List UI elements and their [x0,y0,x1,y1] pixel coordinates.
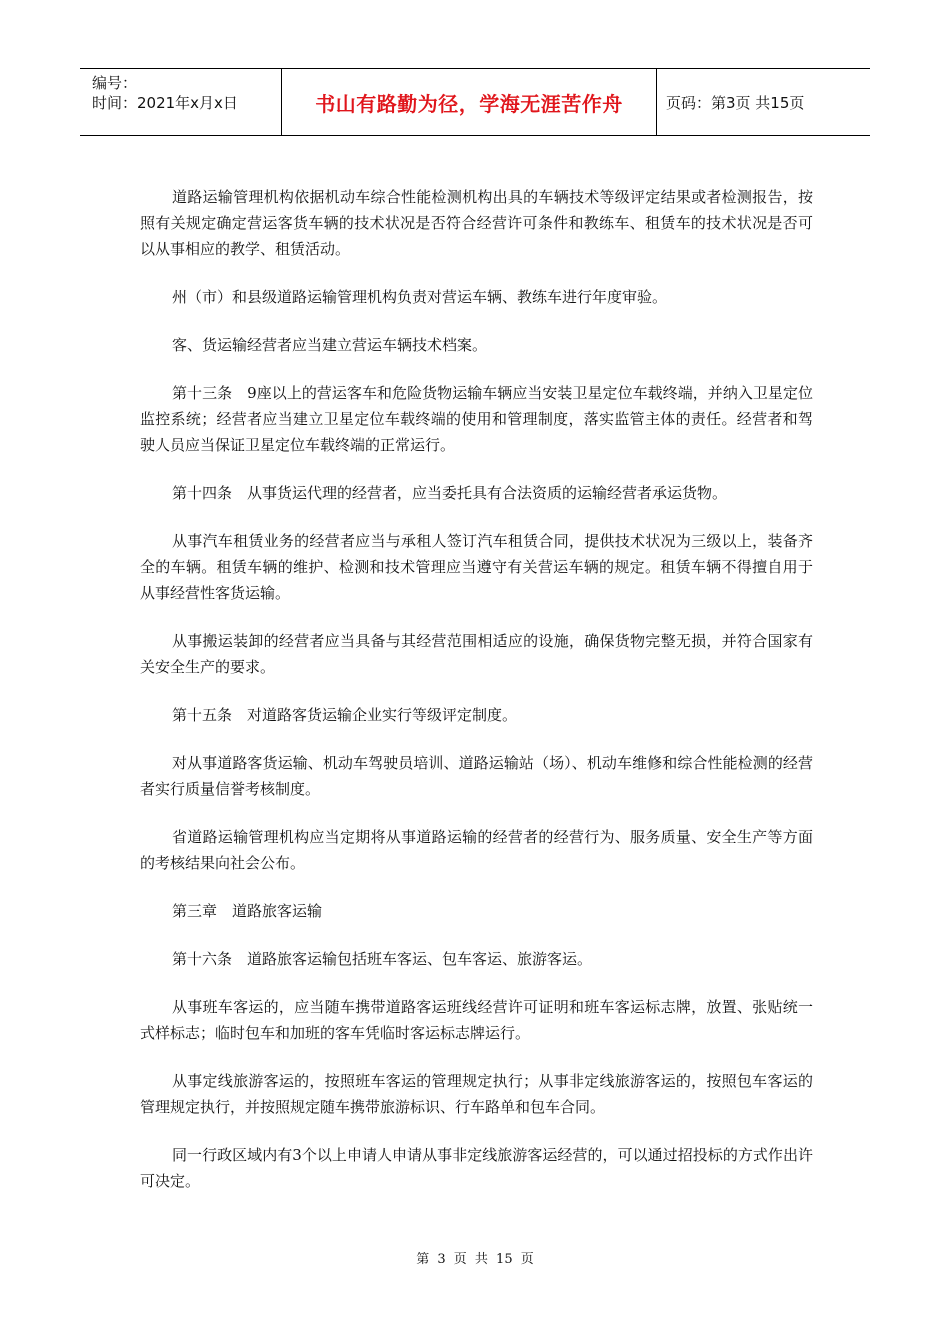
page-footer: 第 3 页 共 15 页 [416,1252,534,1267]
header-meta [80,69,282,135]
paragraph: 从事汽车租赁业务的经营者应当与承租人签订汽车租赁合同，提供技术状况为三级以上，装备齐全的车辆。租赁车辆的维护、检测和技术管理应当遵守有关营运车辆的规定。租赁车辆不得擅自用于从事经营性客货运输。 [140,532,813,602]
header-motto: 书山有路勤为径，学海无涯苦作舟 [282,69,657,135]
paragraph: 省道路运输管理机构应当定期将从事道路运输的经营者的经营行为、服务质量、安全生产等方面的考核结果向社会公布。 [140,828,813,872]
chapter-heading: 第三章 道路旅客运输 [172,902,323,920]
paragraph: 从事定线旅游客运的，按照班车客运的管理规定执行；从事非定线旅游客运的，按照包车客运的管理规定执行，并按照规定随车携带旅游标识、行车路单和包车合同。 [140,1072,813,1116]
serial-number-label: 编号： [92,74,138,92]
paragraph: 从事班车客运的，应当随车携带道路客运班线经营许可证明和班车客运标志牌，放置、张贴统一式样标志；临时包车和加班的客车凭临时客运标志牌运行。 [140,998,813,1042]
paragraph: 同一行政区域内有3个以上申请人申请从事非定线旅游客运经营的，可以通过招投标的方式作出许可决定。 [140,1146,813,1190]
page-header [80,68,870,136]
article-14: 第十四条 从事货运代理的经营者，应当委托具有合法资质的运输经营者承运货物。 [172,484,728,502]
paragraph: 客、货运输经营者应当建立营运车辆技术档案。 [172,336,488,354]
document-body [140,184,813,1216]
article-15: 第十五条 对道路客货运输企业实行等级评定制度。 [172,706,518,724]
paragraph: 州（市）和县级道路运输管理机构负责对营运车辆、教练车进行年度审验。 [172,288,668,306]
paragraph: 道路运输管理机构依据机动车综合性能检测机构出具的车辆技术等级评定结果或者检测报告，按照有关规定确定营运客货车辆的技术状况是否符合经营许可条件和教练车、租赁车的技术状况是否可以从事相应的教学、租赁活动。 [140,188,813,258]
paragraph: 从事搬运装卸的经营者应当具备与其经营范围相适应的设施，确保货物完整无损，并符合国家有关安全生产的要求。 [140,632,813,676]
header-page-info: 页码：第3页 共15页 [666,93,805,112]
date-label: 时间：2021年x月x日 [92,94,238,112]
article-16: 第十六条 道路旅客运输包括班车客运、包车客运、旅游客运。 [172,950,593,968]
paragraph: 对从事道路客货运输、机动车驾驶员培训、道路运输站（场）、机动车维修和综合性能检测的经营者实行质量信誉考核制度。 [140,754,813,798]
article-13: 第十三条 9座以上的营运客车和危险货物运输车辆应当安装卫星定位车载终端，并纳入卫星定位监控系统；经营者应当建立卫星定位车载终端的使用和管理制度，落实监管主体的责任。经营者和驾驶人员应当保证卫星定位车载终端的正常运行。 [140,384,813,454]
